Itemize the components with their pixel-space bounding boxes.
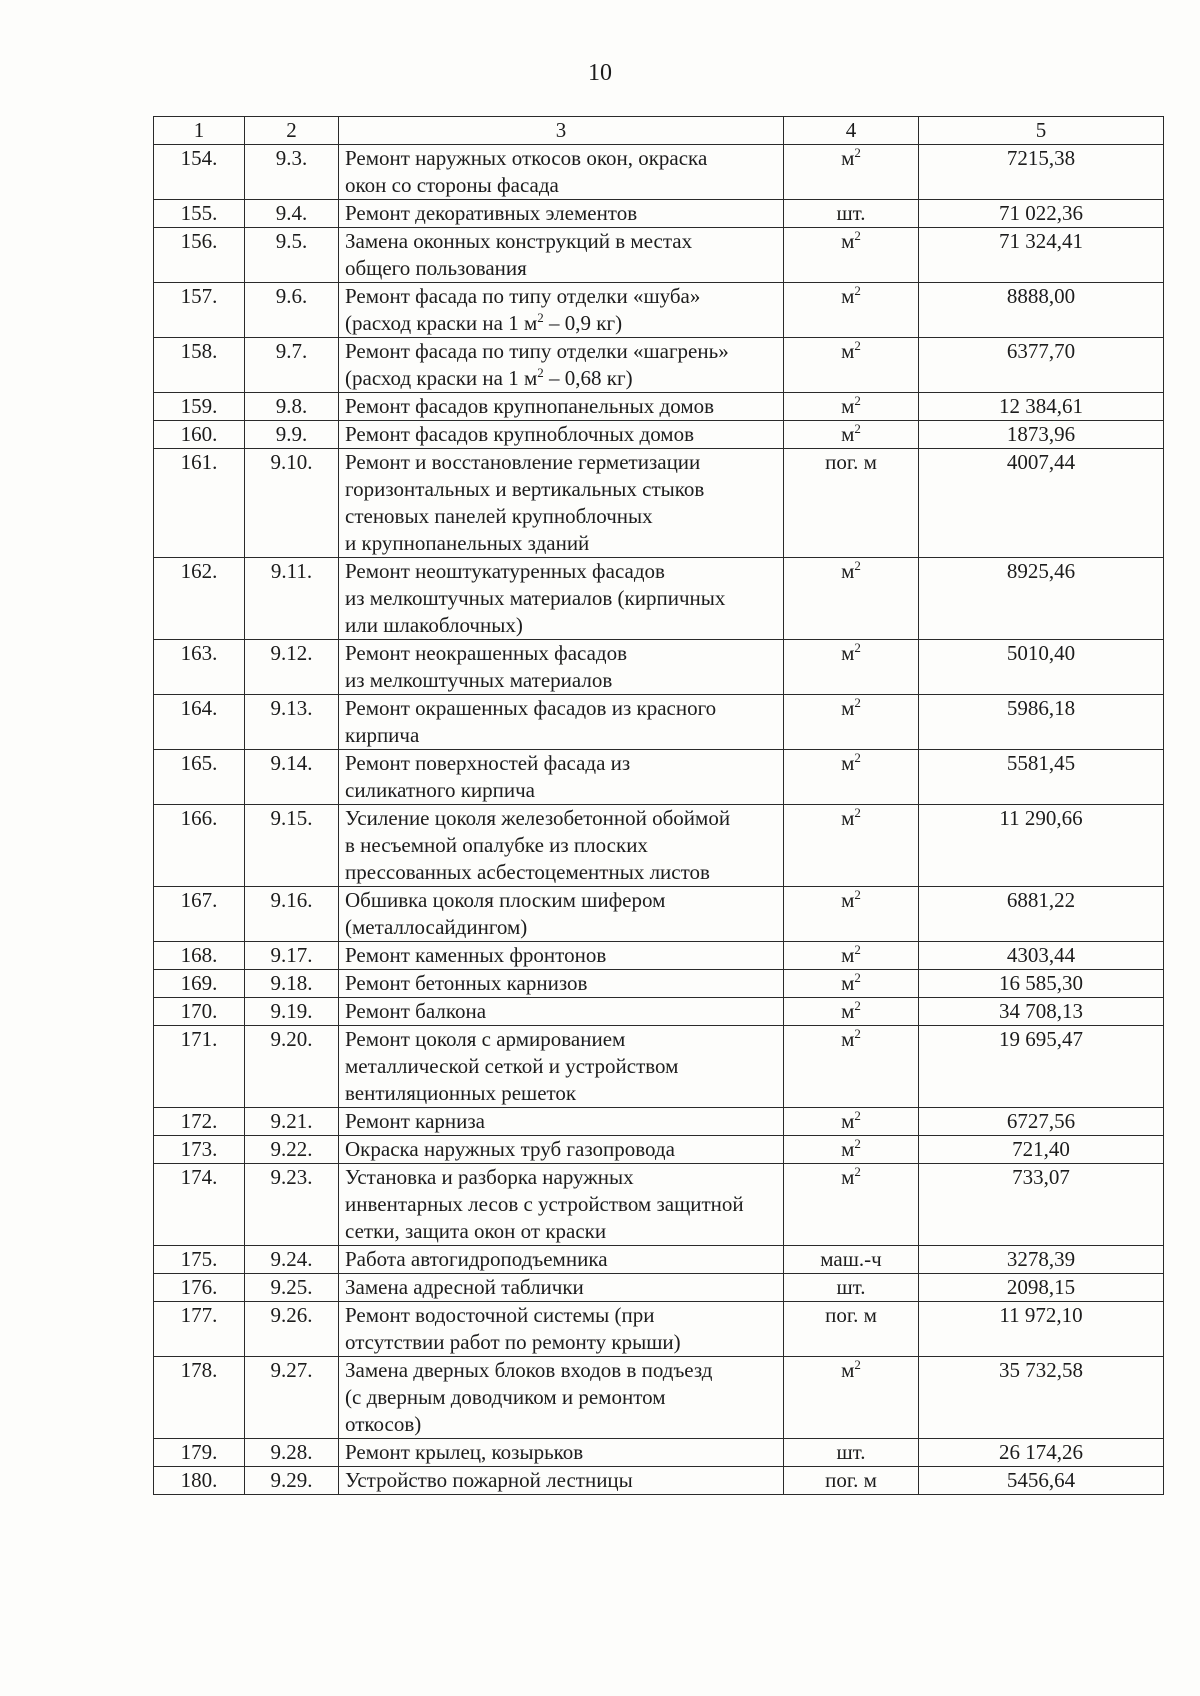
table-row	[154, 449, 1164, 558]
price-table	[153, 116, 1164, 1495]
item-code: 9.4.	[245, 200, 339, 228]
row-number: 174.	[154, 1164, 245, 1246]
work-description: Замена адресной таблички	[339, 1274, 784, 1302]
unit-of-measure: $м^2$	[784, 942, 919, 970]
work-description: Обшивка цоколя плоским шифером (металлосайдингом)	[339, 887, 784, 942]
work-description: Ремонт декоративных элементов	[339, 200, 784, 228]
unit-price: 1873,96	[919, 421, 1164, 449]
unit-of-measure: пог. м	[784, 449, 919, 558]
unit-of-measure: шт.	[784, 1439, 919, 1467]
unit-of-measure: $м^2$	[784, 750, 919, 805]
table-row	[154, 695, 1164, 750]
row-number: 157.	[154, 283, 245, 338]
unit-of-measure: $м^2$	[784, 998, 919, 1026]
work-description: Ремонт поверхностей фасада из силикатного кирпича	[339, 750, 784, 805]
unit-of-measure: пог. м	[784, 1467, 919, 1495]
unit-price: 5986,18	[919, 695, 1164, 750]
row-number: 161.	[154, 449, 245, 558]
table-row	[154, 942, 1164, 970]
item-code: 9.12.	[245, 640, 339, 695]
unit-of-measure: $м^2$	[784, 558, 919, 640]
unit-price: 34 708,13	[919, 998, 1164, 1026]
item-code: 9.19.	[245, 998, 339, 1026]
item-code: 9.9.	[245, 421, 339, 449]
row-number: 164.	[154, 695, 245, 750]
unit-price: 6377,70	[919, 338, 1164, 393]
row-number: 155.	[154, 200, 245, 228]
unit-of-measure: $м^2$	[784, 1136, 919, 1164]
table-row	[154, 393, 1164, 421]
table-row	[154, 1164, 1164, 1246]
column-header-4: 4	[784, 117, 919, 145]
table-row	[154, 558, 1164, 640]
row-number: 159.	[154, 393, 245, 421]
row-number: 177.	[154, 1302, 245, 1357]
row-number: 180.	[154, 1467, 245, 1495]
row-number: 169.	[154, 970, 245, 998]
item-code: 9.13.	[245, 695, 339, 750]
table-row	[154, 998, 1164, 1026]
work-description: Ремонт фасада по типу отделки «шуба» (расход краски на 1 $м^2 - 0,9$ кг)	[339, 283, 784, 338]
unit-price: 26 174,26	[919, 1439, 1164, 1467]
unit-of-measure: шт.	[784, 1274, 919, 1302]
table-row	[154, 750, 1164, 805]
table-row	[154, 1026, 1164, 1108]
unit-price: 5456,64	[919, 1467, 1164, 1495]
table-row	[154, 1467, 1164, 1495]
row-number: 171.	[154, 1026, 245, 1108]
column-header-2: 2	[245, 117, 339, 145]
unit-price: 4007,44	[919, 449, 1164, 558]
work-description: Ремонт фасада по типу отделки «шагрень» (расход краски на 1 $м^2 - 0,68$ кг)	[339, 338, 784, 393]
work-description: Ремонт балкона	[339, 998, 784, 1026]
unit-of-measure: $м^2$	[784, 1108, 919, 1136]
unit-of-measure: $м^2$	[784, 970, 919, 998]
work-description: Ремонт неоштукатуренных фасадов из мелкоштучных материалов (кирпичных или шлакоблочных)	[339, 558, 784, 640]
table-row	[154, 1439, 1164, 1467]
unit-of-measure: маш.-ч	[784, 1246, 919, 1274]
table-row	[154, 640, 1164, 695]
table-row	[154, 1108, 1164, 1136]
unit-of-measure: $м^2$	[784, 1357, 919, 1439]
unit-price: 6727,56	[919, 1108, 1164, 1136]
work-description: Устройство пожарной лестницы	[339, 1467, 784, 1495]
item-code: 9.24.	[245, 1246, 339, 1274]
item-code: 9.18.	[245, 970, 339, 998]
unit-of-measure: пог. м	[784, 1302, 919, 1357]
work-description: Ремонт каменных фронтонов	[339, 942, 784, 970]
table-row	[154, 421, 1164, 449]
unit-of-measure: $м^2$	[784, 283, 919, 338]
unit-price: 71 324,41	[919, 228, 1164, 283]
row-number: 179.	[154, 1439, 245, 1467]
unit-of-measure: $м^2$	[784, 393, 919, 421]
work-description: Ремонт окрашенных фасадов из красного кирпича	[339, 695, 784, 750]
row-number: 158.	[154, 338, 245, 393]
row-number: 178.	[154, 1357, 245, 1439]
unit-price: 721,40	[919, 1136, 1164, 1164]
table-row	[154, 805, 1164, 887]
item-code: 9.11.	[245, 558, 339, 640]
unit-of-measure: шт.	[784, 200, 919, 228]
work-description: Ремонт и восстановление герметизации горизонтальных и вертикальных стыков стеновых панелей крупноблочных и крупнопанельных зданий	[339, 449, 784, 558]
item-code: 9.26.	[245, 1302, 339, 1357]
work-description: Установка и разборка наружных инвентарных лесов с устройством защитной сетки, защита окон от краски	[339, 1164, 784, 1246]
item-code: 9.6.	[245, 283, 339, 338]
item-code: 9.20.	[245, 1026, 339, 1108]
work-description: Ремонт водосточной системы (при отсутствии работ по ремонту крыши)	[339, 1302, 784, 1357]
item-code: 9.25.	[245, 1274, 339, 1302]
item-code: 9.16.	[245, 887, 339, 942]
table-row	[154, 887, 1164, 942]
work-description: Ремонт наружных откосов окон, окраска окон со стороны фасада	[339, 145, 784, 200]
row-number: 162.	[154, 558, 245, 640]
work-description: Ремонт крылец, козырьков	[339, 1439, 784, 1467]
item-code: 9.22.	[245, 1136, 339, 1164]
unit-price: 16 585,30	[919, 970, 1164, 998]
unit-price: 2098,15	[919, 1274, 1164, 1302]
item-code: 9.5.	[245, 228, 339, 283]
row-number: 154.	[154, 145, 245, 200]
item-code: 9.23.	[245, 1164, 339, 1246]
unit-of-measure: $м^2$	[784, 228, 919, 283]
work-description: Ремонт фасадов крупноблочных домов	[339, 421, 784, 449]
work-description: Замена оконных конструкций в местах общего пользования	[339, 228, 784, 283]
unit-price: 733,07	[919, 1164, 1164, 1246]
row-number: 163.	[154, 640, 245, 695]
item-code: 9.8.	[245, 393, 339, 421]
work-description: Ремонт неокрашенных фасадов из мелкоштучных материалов	[339, 640, 784, 695]
unit-of-measure: $м^2$	[784, 338, 919, 393]
item-code: 9.27.	[245, 1357, 339, 1439]
table-row	[154, 338, 1164, 393]
row-number: 156.	[154, 228, 245, 283]
unit-price: 3278,39	[919, 1246, 1164, 1274]
table-row	[154, 1274, 1164, 1302]
table-row	[154, 970, 1164, 998]
work-description: Ремонт карниза	[339, 1108, 784, 1136]
unit-of-measure: $м^2$	[784, 1026, 919, 1108]
work-description: Ремонт бетонных карнизов	[339, 970, 784, 998]
unit-price: 11 972,10	[919, 1302, 1164, 1357]
item-code: 9.29.	[245, 1467, 339, 1495]
unit-price: 5010,40	[919, 640, 1164, 695]
item-code: 9.15.	[245, 805, 339, 887]
row-number: 166.	[154, 805, 245, 887]
work-description: Работа автогидроподъемника	[339, 1246, 784, 1274]
unit-price: 11 290,66	[919, 805, 1164, 887]
table-row	[154, 1302, 1164, 1357]
row-number: 167.	[154, 887, 245, 942]
item-code: 9.17.	[245, 942, 339, 970]
table-row	[154, 228, 1164, 283]
table-row	[154, 1357, 1164, 1439]
item-code: 9.28.	[245, 1439, 339, 1467]
row-number: 173.	[154, 1136, 245, 1164]
unit-price: 6881,22	[919, 887, 1164, 942]
column-header-1: 1	[154, 117, 245, 145]
unit-price: 5581,45	[919, 750, 1164, 805]
row-number: 165.	[154, 750, 245, 805]
row-number: 170.	[154, 998, 245, 1026]
item-code: 9.10.	[245, 449, 339, 558]
row-number: 168.	[154, 942, 245, 970]
table-row	[154, 145, 1164, 200]
unit-of-measure: $м^2$	[784, 1164, 919, 1246]
work-description: Усиление цоколя железобетонной обоймой в несъемной опалубке из плоских прессованных асбестоцементных листов	[339, 805, 784, 887]
unit-price: 7215,38	[919, 145, 1164, 200]
table-row	[154, 1246, 1164, 1274]
item-code: 9.14.	[245, 750, 339, 805]
work-description: Замена дверных блоков входов в подъезд (с дверным доводчиком и ремонтом откосов)	[339, 1357, 784, 1439]
unit-of-measure: $м^2$	[784, 145, 919, 200]
work-description: Ремонт фасадов крупнопанельных домов	[339, 393, 784, 421]
page-number: 10	[588, 60, 612, 86]
row-number: 172.	[154, 1108, 245, 1136]
unit-price: 71 022,36	[919, 200, 1164, 228]
item-code: 9.3.	[245, 145, 339, 200]
table-row	[154, 200, 1164, 228]
table-row	[154, 1136, 1164, 1164]
table-row	[154, 283, 1164, 338]
unit-price: 8888,00	[919, 283, 1164, 338]
unit-of-measure: $м^2$	[784, 640, 919, 695]
table-header-row	[154, 117, 1164, 145]
table-body	[154, 145, 1164, 1495]
unit-price: 35 732,58	[919, 1357, 1164, 1439]
unit-price: 12 384,61	[919, 393, 1164, 421]
item-code: 9.7.	[245, 338, 339, 393]
unit-of-measure: $м^2$	[784, 421, 919, 449]
work-description: Ремонт цоколя с армированием металлической сеткой и устройством вентиляционных решеток	[339, 1026, 784, 1108]
unit-price: 8925,46	[919, 558, 1164, 640]
unit-of-measure: $м^2$	[784, 805, 919, 887]
work-description: Окраска наружных труб газопровода	[339, 1136, 784, 1164]
item-code: 9.21.	[245, 1108, 339, 1136]
unit-price: 19 695,47	[919, 1026, 1164, 1108]
unit-price: 4303,44	[919, 942, 1164, 970]
column-header-3: 3	[339, 117, 784, 145]
row-number: 175.	[154, 1246, 245, 1274]
unit-of-measure: $м^2$	[784, 887, 919, 942]
column-header-5: 5	[919, 117, 1164, 145]
unit-of-measure: $м^2$	[784, 695, 919, 750]
row-number: 176.	[154, 1274, 245, 1302]
row-number: 160.	[154, 421, 245, 449]
